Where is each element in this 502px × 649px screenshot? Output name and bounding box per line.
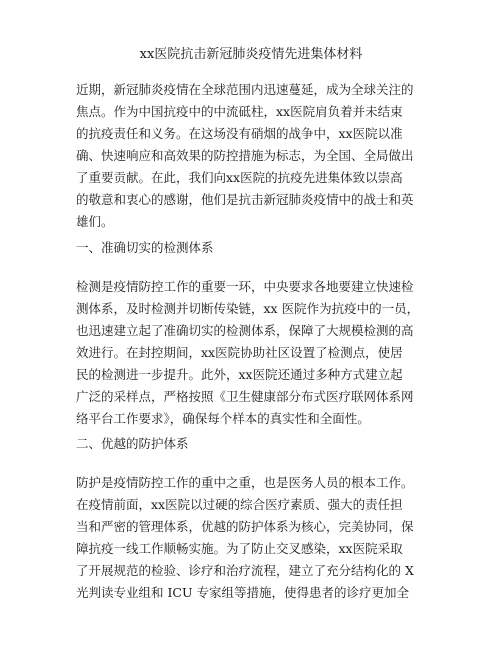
- text-line: 的敬意和衷心的感谢，他们是抗击新冠肺炎疫情中的战士和英: [76, 192, 414, 207]
- text-line: 当和严密的管理体系，优越的防护体系为核心，完美协同，保: [76, 519, 414, 534]
- text-line: 了开展规范的检验、诊疗和治疗流程，建立了充分结构化的 X: [76, 563, 414, 578]
- section-paragraph-protection: [76, 472, 436, 604]
- text-line: 确、快速响应和高效果的防控措施为标志，为全国、全局做出: [76, 148, 414, 163]
- section-heading-protection: 二、优越的防护体系: [76, 436, 189, 451]
- text-line: 在疫情前面，xx医院以过硬的综合医疗素质、强大的责任担: [76, 497, 403, 512]
- text-line: 广泛的采样点，严格按照《卫生健康部分布式医疗联网体系网: [76, 389, 414, 404]
- text-line: 焦点。作为中国抗疫中的中流砥柱，xx医院肩负着并未结束: [76, 104, 403, 119]
- text-line: 民的检测进一步提升。此外，xx医院还通过多种方式建立起: [76, 367, 403, 382]
- text-line: 的抗疫责任和义务。在这场没有硝烟的战争中，xx医院以准: [76, 126, 403, 141]
- text-line: 络平台工作要求》，确保每个样本的真实性和全面性。: [76, 411, 370, 426]
- text-line: 也迅速建立起了准确切实的检测体系，保障了大规模检测的高: [76, 323, 414, 338]
- text-line: 障抗疫一线工作顺畅实施。为了防止交叉感染，xx医院采取: [76, 541, 403, 556]
- text-line: 雄们。: [76, 214, 114, 229]
- section-heading-detection: 一、准确切实的检测体系: [76, 240, 214, 255]
- text-line: 光判读专业组和 ICU 专家组等措施，使得患者的诊疗更加全: [76, 585, 409, 600]
- text-line: 测体系，及时检测并切断传染链，xx 医院作为抗疫中的一员，: [76, 301, 420, 316]
- text-line: 检测是疫情防控工作的重要一环，中央要求各地要建立快速检: [76, 279, 414, 294]
- section-paragraph-detection: [76, 276, 436, 430]
- text-line: 效进行。在封控期间，xx医院协助社区设置了检测点，使居: [76, 345, 403, 360]
- document-title: xx医院抗击新冠肺炎疫情先进集体材料: [139, 47, 363, 62]
- text-line: 近期，新冠肺炎疫情在全球范围内迅速蔓延，成为全球关注的: [76, 82, 414, 97]
- text-line: 了重要贡献。在此，我们向xx医院的抗疫先进集体致以崇高: [76, 170, 403, 185]
- text-line: 防护是疫情防控工作的重中之重，也是医务人员的根本工作。: [76, 475, 414, 490]
- intro-paragraph: [76, 79, 436, 233]
